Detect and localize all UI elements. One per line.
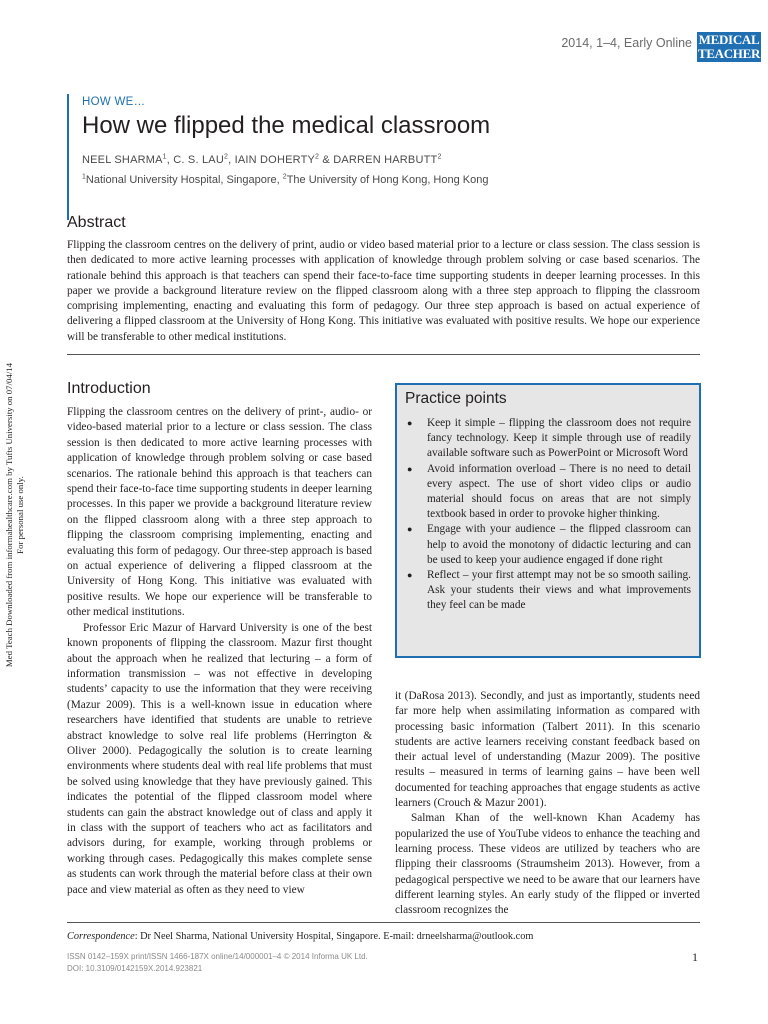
author-separator: & [319, 154, 334, 166]
introduction-heading: Introduction [67, 380, 151, 397]
practice-points-list [405, 416, 691, 614]
author-name: C. S. LAU [173, 154, 224, 166]
logo-line-2: TEACHER [697, 46, 761, 61]
side-note-text [4, 340, 26, 690]
author-affiliation-mark: 2 [223, 153, 229, 161]
list-item-text: Reflect – your first attempt may not be so smooth sailing. Ask your students their views and what improvements they feel can be made [427, 569, 691, 612]
author-name: IAIN DOHERTY [234, 154, 316, 166]
bullet-icon: ● [407, 463, 413, 474]
correspondence-note [67, 931, 533, 942]
issn-block [67, 951, 368, 975]
bullet-icon: ● [407, 418, 413, 428]
practice-points-box [395, 383, 701, 658]
affiliation-mark: 1 [82, 173, 86, 181]
introduction-right-column [395, 689, 700, 918]
footer-divider [67, 922, 700, 923]
side-note-line: For personal use only. [15, 476, 25, 554]
correspondence-label: Correspondence [67, 931, 135, 942]
author-name: DARREN HARBUTT [333, 154, 438, 166]
author-list [82, 154, 442, 166]
practice-points-title: Practice points [405, 390, 507, 407]
paragraph: Flipping the classroom centres on the delivery of print-, audio- or video-based material prior to a lecture or class session. The class session is then dedicated to more active learning processes with application of knowledge through problem solving or case based scenarios. The rationale behind this approach is that teachers can spend their face-to-face time supporting students in deeper learning processes. In this paper we provide a background literature review on the flipped classroom along with a three step approach to flipping the classroom comprising implementing, enacting and evaluating this form of pedagogy. Our three-step approach is based on actual experience of delivering a flipped classroom at the University of Hong Kong. This initiative was evaluated with positive results. We hope our experience will be transferable to other medical institutions. [67, 406, 372, 619]
bullet-icon: ● [407, 570, 413, 581]
author-affiliation-mark: 1 [162, 153, 167, 161]
article-title: How we flipped the medical classroom [82, 112, 491, 139]
affiliations [82, 174, 488, 186]
list-item [405, 462, 691, 523]
author-separator: , [166, 154, 174, 166]
correspondence-text: : Dr Neel Sharma, National University Hospital, Singapore. E-mail: drneelsharma@outlook.com [134, 931, 534, 942]
affiliation-text: The University of Hong Kong, Hong Kong [286, 174, 489, 186]
abstract-body: Flipping the classroom centres on the delivery of print, audio or video based material prior to a lecture or class session. The class session is then dedicated to more active learning processes with application of knowledge through problem solving or case based scenarios. The rationale behind this approach is that teachers can spend their face-to-face time supporting students in deeper learning processes. In this paper we provide a background literature review on the flipped classroom along with a three step approach to flipping the classroom comprising implementing, enacting and evaluating this form of pedagogy. Our three step approach is based on actual experience of delivering a flipped classroom at the University of Hong Kong. This initiative was evaluated with positive results. We hope our experience will be transferable to other medical institutions. [67, 239, 700, 343]
author-name: NEEL SHARMA [82, 154, 163, 166]
page-number: 1 [692, 950, 698, 964]
author-separator: , [228, 154, 235, 166]
paragraph: Salman Khan of the well-known Khan Academy has popularized the use of YouTube videos to enhance the teaching and learning process. These videos are utilized by teachers who are flipping their classrooms (Straumsheim 2013). However, from a pedagogical perspective we need to be aware that our learners have different learning styles. An early study of the flipped or inverted classroom recognizes the [395, 812, 700, 917]
download-side-note [1, 340, 29, 690]
section-label: HOW WE… [82, 96, 146, 108]
paragraph: it (DaRosa 2013). Secondly, and just as importantly, students need far more help when assimilating information as compared with processing basic information (Talbert 2011). In this scenario students are active learners receiving constant feedback based on their actual level of understanding (Mazur 2009). The positive results – measured in terms of learning gains – have been well documented for teaching approaches that engage students as active learners (Crouch & Mazur 2001). [395, 690, 700, 810]
affiliation-mark: 2 [282, 173, 287, 181]
abstract-heading: Abstract [67, 214, 126, 231]
issn-line: ISSN 0142–159X print/ISSN 1466-187X online/14/000001–4 © 2014 Informa UK Ltd. [67, 952, 368, 961]
paragraph: Professor Eric Mazur of Harvard University is one of the best known proponents of flipping the classroom. Mazur first thought about the approach when he realized that lecturing – a form of information transmission – was not effective in developing students’ capacity to use the information that they were receiving (Mazur 2009). This is a well-known issue in education where researchers have identified that students are unable to retrieve abstract knowledge to solve real life problems (Herrington & Oliver 2000). Pedagogically the solution is to create learning environments where students deal with real life problems that must be solved using knowledge that they have previously gained. This indicates the potential of the flipped classroom model where students can gain the abstract knowledge out of class and apply it in class with the support of teachers who act as facilitators and advisors during, for example, working through problems or working through cases. Pedagogically this makes complete sense as students can work through the material before class at their own pace and view material as often as they need to view [67, 621, 372, 896]
side-note-line: Med Teach Downloaded from informahealthcare.com by Tufts University on 07/04/14 [4, 362, 14, 668]
journal-logo [697, 32, 761, 62]
list-item [405, 522, 691, 568]
author-affiliation-mark: 2 [315, 153, 320, 161]
abstract-divider [67, 354, 700, 355]
list-item-text: Avoid information overload – There is no need to detail every aspect. The use of short video clips or audio material should focus on areas that are not simply textbook based in order to provoke higher thinking. [427, 462, 691, 521]
list-item-text: Engage with your audience – the flipped classroom can help to avoid the monotony of didactic lecturing and can be used to keep your audience engaged if done right [427, 523, 691, 566]
list-item [405, 416, 691, 462]
header-accent-rule [67, 94, 69, 220]
introduction-left-column [67, 405, 372, 898]
author-affiliation-mark: 2 [437, 153, 442, 161]
list-item [405, 568, 691, 614]
bullet-icon: ● [407, 524, 413, 535]
affiliation-text: National University Hospital, Singapore, [85, 174, 283, 186]
list-item-text: Keep it simple – flipping the classroom does not require fancy technology. Keep it simple through use of readily available software such as PowerPoint or Microsoft Word [427, 417, 691, 460]
journal-info: 2014, 1–4, Early Online [561, 36, 692, 50]
logo-line-1: MEDICAL [698, 32, 760, 47]
doi-line: DOI: 10.3109/0142159X.2014.923821 [67, 964, 203, 973]
